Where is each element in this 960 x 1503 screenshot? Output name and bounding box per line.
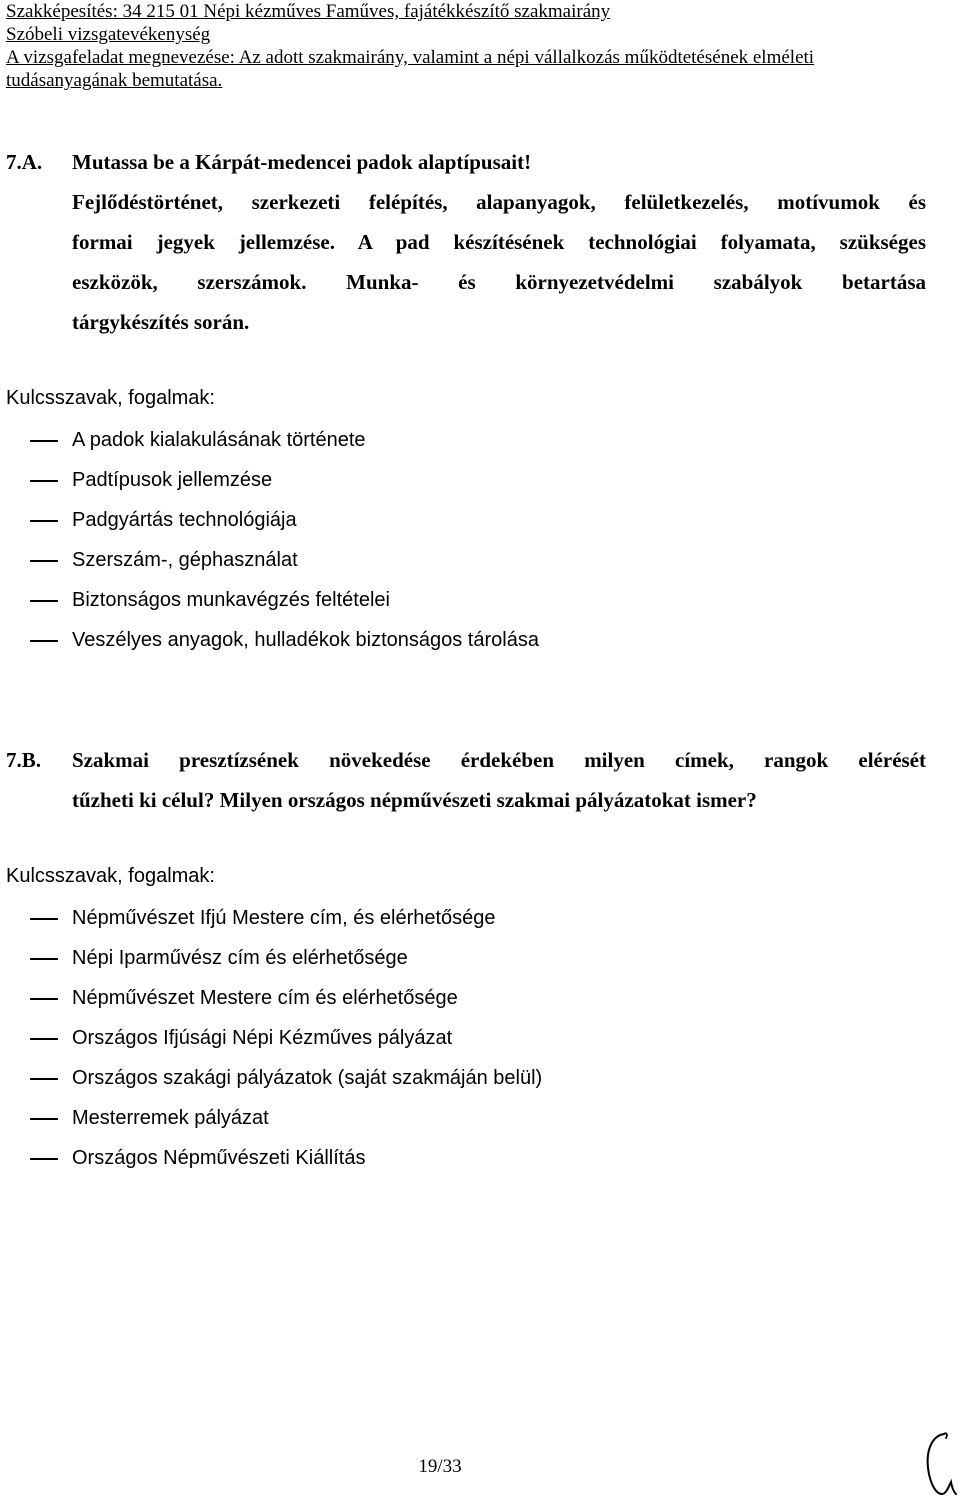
list-item	[30, 620, 539, 660]
keyword-text: Padgyártás technológiája	[72, 509, 297, 531]
document-header	[6, 0, 946, 92]
handwritten-signature-icon	[918, 1428, 958, 1500]
header-line-task-name-cont: tudásanyagának bemutatása.	[6, 70, 223, 91]
section-b-keywords-list	[30, 898, 542, 1178]
section-a-question-line-3: formai jegyek jellemzése. A pad készítésének technológiai folyamata, szükséges	[72, 230, 926, 254]
dash-bullet-icon	[30, 1158, 58, 1160]
keyword-text: Padtípusok jellemzése	[72, 469, 273, 491]
list-item	[30, 898, 542, 938]
list-item	[30, 1018, 542, 1058]
section-a-keywords-heading: Kulcsszavak, fogalmak:	[6, 387, 215, 409]
section-b-question-line-1: Szakmai presztízsének növekedése érdekében milyen címek, rangok elérését	[72, 748, 926, 772]
list-item	[30, 460, 539, 500]
dash-bullet-icon	[30, 998, 58, 1000]
list-item	[30, 420, 539, 460]
section-b-keywords-heading: Kulcsszavak, fogalmak:	[6, 865, 215, 887]
keyword-text: Országos szakági pályázatok (saját szakmáján belül)	[72, 1067, 543, 1089]
dash-bullet-icon	[30, 918, 58, 920]
list-item	[30, 1138, 542, 1178]
list-item	[30, 978, 542, 1018]
dash-bullet-icon	[30, 1118, 58, 1120]
section-a-question-line-4: eszközök, szerszámok. Munka- és környezetvédelmi szabályok betartása	[72, 270, 926, 294]
section-a-question-line-5: tárgykészítés során.	[72, 310, 250, 334]
keyword-text: A padok kialakulásának története	[72, 429, 366, 451]
keyword-text: Veszélyes anyagok, hulladékok biztonságos tárolása	[72, 629, 539, 651]
section-b-number: 7.B.	[6, 748, 42, 772]
keyword-text: Országos Népművészeti Kiállítás	[72, 1147, 366, 1169]
dash-bullet-icon	[30, 560, 58, 562]
list-item	[30, 500, 539, 540]
section-a-title	[6, 142, 926, 342]
section-b-question	[72, 740, 926, 820]
keyword-text: Népművészet Ifjú Mestere cím, és elérhetősége	[72, 907, 496, 929]
dash-bullet-icon	[30, 1078, 58, 1080]
list-item	[30, 938, 542, 978]
header-line-task-name: A vizsgafeladat megnevezése: Az adott szakmairány, valamint a népi vállalkozás működtetésének elméleti	[6, 47, 815, 68]
section-a-keywords-list	[30, 420, 539, 660]
list-item	[30, 580, 539, 620]
section-b-question-line-2: tűzheti ki célul? Milyen országos népművészeti szakmai pályázatokat ismer?	[72, 788, 757, 812]
section-a-number: 7.A.	[6, 150, 43, 174]
header-line-activity: Szóbeli vizsgatevékenység	[6, 24, 211, 45]
dash-bullet-icon	[30, 600, 58, 602]
dash-bullet-icon	[30, 480, 58, 482]
header-line-qualification: Szakképesítés: 34 215 01 Népi kézműves Faműves, fajátékkészítő szakmairány	[6, 1, 611, 22]
dash-bullet-icon	[30, 640, 58, 642]
keyword-text: Népművészet Mestere cím és elérhetősége	[72, 987, 458, 1009]
keyword-text: Szerszám-, géphasználat	[72, 549, 298, 571]
dash-bullet-icon	[30, 440, 58, 442]
section-a-question	[72, 142, 926, 342]
keyword-text: Népi Iparművész cím és elérhetősége	[72, 947, 408, 969]
section-b-title	[6, 740, 926, 820]
dash-bullet-icon	[30, 1038, 58, 1040]
keyword-text: Biztonságos munkavégzés feltételei	[72, 589, 390, 611]
keyword-text: Mesterremek pályázat	[72, 1107, 269, 1129]
page-number: 19/33	[418, 1456, 462, 1477]
list-item	[30, 1098, 542, 1138]
dash-bullet-icon	[30, 958, 58, 960]
keyword-text: Országos Ifjúsági Népi Kézműves pályázat	[72, 1027, 453, 1049]
dash-bullet-icon	[30, 520, 58, 522]
section-a-question-line-1: Mutassa be a Kárpát-medencei padok alaptípusait!	[72, 150, 532, 174]
list-item	[30, 540, 539, 580]
list-item	[30, 1058, 542, 1098]
section-a-question-line-2: Fejlődéstörténet, szerkezeti felépítés, alapanyagok, felületkezelés, motívumok és	[72, 190, 926, 214]
